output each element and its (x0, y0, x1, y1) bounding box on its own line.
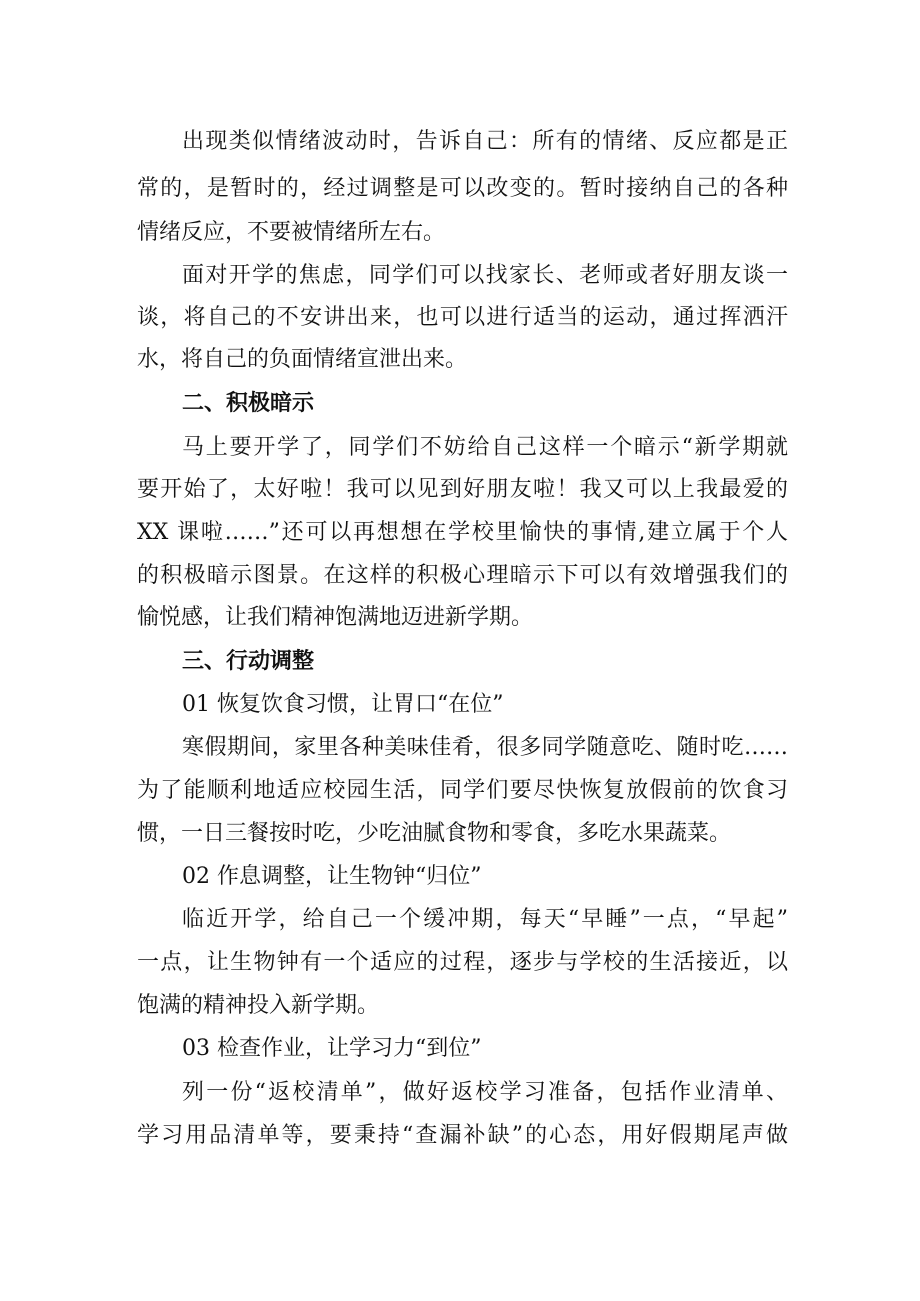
paragraph-line: 要开始了，太好啦！我可以见到好朋友啦！我又可以上我最爱的 (137, 477, 788, 502)
paragraph-line: 惯，一日三餐按时吃，少吃油腻食物和零食，多吃水果蔬菜。 (137, 821, 732, 846)
subheading: 02 作息调整，让生物钟“归位” (182, 864, 482, 889)
section-heading: 三、行动调整 (182, 649, 315, 674)
subheading: 03 检查作业，让学习力“到位” (182, 1036, 482, 1061)
paragraph-line: 马上要开学了，同学们不妨给自己这样一个暗示“新学期就 (182, 435, 788, 460)
section-heading: 二、积极暗示 (182, 391, 315, 416)
paragraph-line: 临近开学，给自己一个缓冲期，每天“早睡”一点，“早起” (182, 907, 788, 932)
paragraph-line: 一点，让生物钟有一个适应的过程，逐步与学校的生活接近，以 (137, 950, 788, 975)
paragraph-line: 出现类似情绪波动时，告诉自己：所有的情绪、反应都是正 (182, 129, 788, 154)
paragraph-line: 水，将自己的负面情绪宣泄出来。 (137, 347, 468, 372)
paragraph-line: 为了能顺利地适应校园生活，同学们要尽快恢复放假前的饮食习 (137, 778, 788, 803)
paragraph-line: 面对开学的焦虑，同学们可以找家长、老师或者好朋友谈一 (182, 263, 788, 288)
paragraph-line: 寒假期间，家里各种美味佳肴，很多同学随意吃、随时吃…… (182, 735, 788, 760)
paragraph-line: 饱满的精神投入新学期。 (137, 993, 380, 1018)
paragraph-line: 的积极暗示图景。在这样的积极心理暗示下可以有效增强我们的 (137, 563, 788, 588)
paragraph-line: 愉悦感，让我们精神饱满地迈进新学期。 (137, 605, 534, 630)
paragraph-line: 列一份“返校清单”，做好返校学习准备，包括作业清单、 (182, 1080, 788, 1105)
paragraph-line: 常的，是暂时的，经过调整是可以改变的。暂时接纳自己的各种 (137, 176, 788, 201)
paragraph-line: 学习用品清单等，要秉持“查漏补缺”的心态，用好假期尾声做 (137, 1123, 788, 1148)
subheading: 01 恢复饮食习惯，让胃口“在位” (182, 692, 504, 717)
paragraph-line: 谈，将自己的不安讲出来，也可以进行适当的运动，通过挥洒汗 (137, 305, 788, 330)
paragraph-line: 情绪反应，不要被情绪所左右。 (137, 220, 446, 245)
paragraph-line: XX 课啦……”还可以再想想在学校里愉快的事情,建立属于个人 (137, 520, 788, 545)
